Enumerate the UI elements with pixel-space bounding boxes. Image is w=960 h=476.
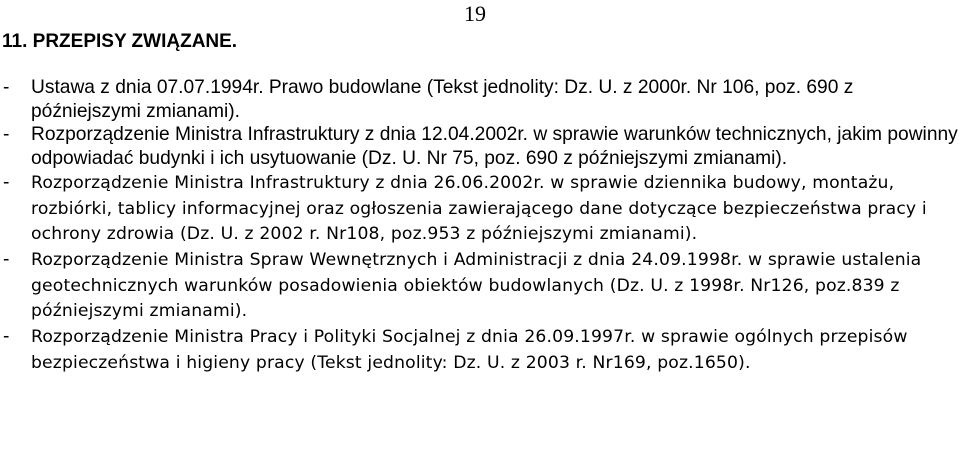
list-item bbox=[0, 76, 958, 123]
list-bullet: - bbox=[3, 326, 10, 348]
list-item-text: Rozporządzenie Ministra Infrastruktury z dnia 12.04.2002r. w sprawie warunków technicznych, jakim powinny odpowiadać budynki i ich usytuowanie (Dz. U. Nr 75, poz. 690 z późniejszymi zmianami). bbox=[31, 124, 958, 170]
list-bullet: - bbox=[3, 171, 10, 193]
list-item-text: Rozporządzenie Ministra Infrastruktury z dnia 26.06.2002r. w sprawie dziennika budowy, montażu, rozbiórki, tablicy informacyjnej oraz ogłoszenia zawierającego dane dotyczące bezpieczeństwa pracy i ochrony zdrowia (Dz. U. z 2002 r. Nr108, poz.953 z późniejszymi zmianami). bbox=[31, 172, 927, 245]
list-item-text: Rozporządzenie Ministra Pracy i Polityki Socjalnej z dnia 26.09.1997r. w sprawie ogólnych przepisów bezpieczeństwa i higieny pracy (Tekst jednolity: Dz. U. z 2003 r. Nr169, poz.1650). bbox=[31, 327, 908, 373]
regulations-list bbox=[0, 76, 958, 376]
list-item-text: Ustawa z dnia 07.07.1994r. Prawo budowlane (Tekst jednolity: Dz. U. z 2000r. Nr 106, poz. 690 z późniejszymi zmianami). bbox=[31, 77, 854, 122]
list-item bbox=[0, 123, 958, 170]
list-bullet: - bbox=[3, 124, 10, 146]
list-item bbox=[0, 248, 958, 325]
list-bullet: - bbox=[3, 77, 10, 98]
list-item bbox=[0, 325, 958, 376]
section-heading: 11. PRZEPISY ZWIĄZANE. bbox=[2, 31, 238, 52]
list-bullet: - bbox=[3, 248, 10, 270]
list-item-text: Rozporządzenie Ministra Spraw Wewnętrznych i Administracji z dnia 24.09.1998r. w sprawie ustalenia geotechnicznych warunków posadowienia obiektów budowlanych (Dz. U. z 1998r. Nr126, poz.839 z późniejszymi zmianami). bbox=[31, 249, 922, 322]
page-number: 19 bbox=[464, 1, 486, 26]
list-item bbox=[0, 171, 958, 248]
